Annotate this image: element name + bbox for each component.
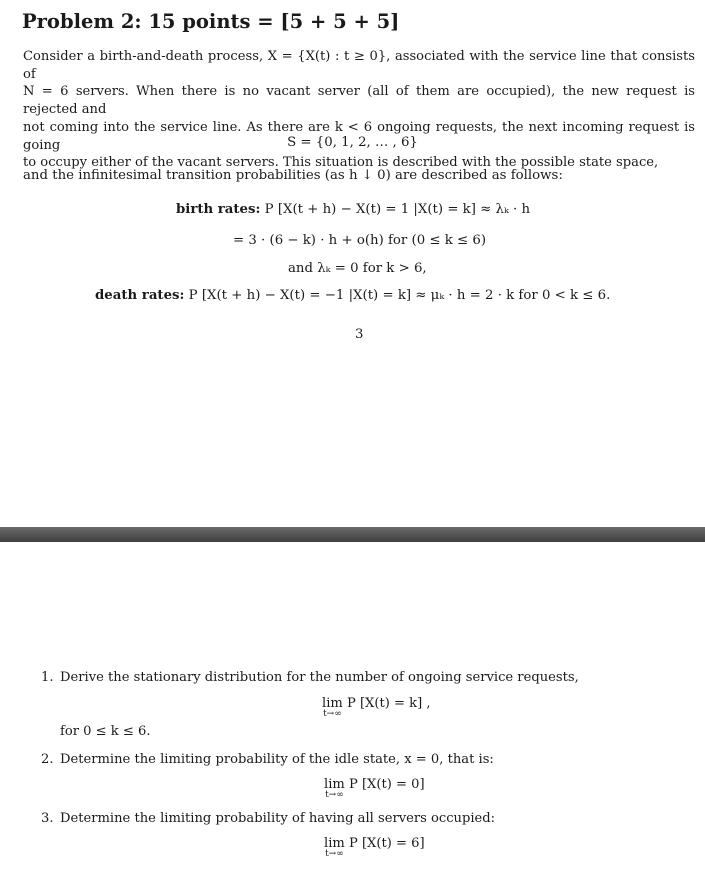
question-1-limit	[322, 696, 431, 719]
problem-title: Problem 2: 15 points = [5 + 5 + 5]	[22, 10, 400, 33]
question-2-limit	[324, 777, 425, 800]
question-3-limit	[324, 836, 425, 859]
birth-rates-label: birth rates:	[176, 202, 261, 217]
state-space-equation: S = {0, 1, 2, … , 6}	[287, 135, 418, 150]
intro-line-1: Consider a birth-and-death process, X = {X(t) : t ≥ 0}, associated with the service line that consists of	[23, 49, 695, 82]
death-rates-equation: P [X(t + h) − X(t) = −1 |X(t) = k] ≈ μₖ · h = 2 · k for 0 < k ≤ 6.	[188, 288, 611, 303]
question-text: Determine the limiting probability of the idle state, x = 0, that is:	[60, 752, 494, 767]
intro-paragraph	[23, 48, 695, 172]
question-text: Derive the stationary distribution for the number of ongoing service requests,	[60, 670, 579, 685]
limit-operator: lim t→∞	[324, 777, 345, 800]
question-number: 1.	[41, 670, 54, 685]
limit-expression: P [X(t) = 0]	[348, 777, 425, 792]
birth-rates-equation-3: and λₖ = 0 for k > 6,	[288, 261, 427, 276]
question-3	[41, 811, 495, 826]
birth-rates-equation: P [X(t + h) − X(t) = 1 |X(t) = k] ≈ λₖ · h	[264, 202, 531, 217]
death-rates-row	[95, 288, 610, 303]
question-number: 2.	[41, 752, 54, 767]
question-2	[41, 752, 494, 767]
question-1-range: for 0 ≤ k ≤ 6.	[60, 724, 151, 739]
intro-line-4: to occupy either of the vacant servers. This situation is described with the possible state space,	[23, 155, 659, 171]
birth-rates-equation-2: = 3 · (6 − k) · h + o(h) for (0 ≤ k ≤ 6)	[233, 233, 487, 248]
transition-intro: and the infinitesimal transition probabilities (as h ↓ 0) are described as follows:	[23, 168, 563, 183]
question-1	[41, 670, 579, 685]
birth-rates-row	[176, 202, 530, 217]
death-rates-label: death rates:	[95, 288, 185, 303]
limit-expression: P [X(t) = k] ,	[346, 696, 431, 711]
question-number: 3.	[41, 811, 54, 826]
limit-expression: P [X(t) = 6]	[348, 836, 425, 851]
page-separator	[0, 527, 705, 542]
page-number: 3	[355, 327, 364, 342]
limit-operator: lim t→∞	[322, 696, 343, 719]
question-text: Determine the limiting probability of having all servers occupied:	[60, 811, 496, 826]
intro-line-2: N = 6 servers. When there is no vacant server (all of them are occupied), the new request is rejected and	[23, 84, 695, 118]
limit-operator: lim t→∞	[324, 836, 345, 859]
intro-line-3: not coming into the service line. As there are k < 6 ongoing requests, the next incoming request is going	[23, 119, 695, 153]
